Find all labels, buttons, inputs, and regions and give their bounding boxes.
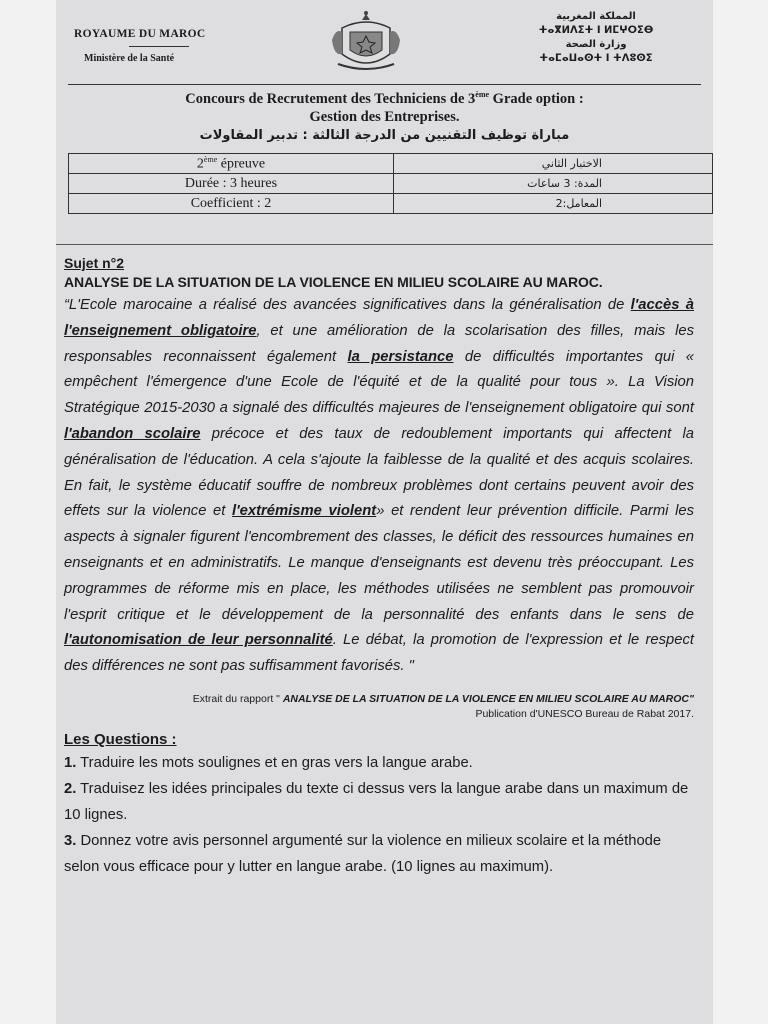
exam-paper: [56, 0, 713, 1024]
epreuve-cell: [69, 154, 394, 174]
exam-title: [68, 90, 701, 108]
passage-text: » et rendent leur prévention difficile. Parmi les aspects à signaler figurent l'encombrement des classes, le déficit des ressources humaines en enseignants et en administratifs. Le manque d'enseignants est devenu très préoccupant. Les programmes de réforme mis en place, les méthodes utilisées ne semblent pas promouvoir l'esprit critique et le développement de la personnalité des enfants dans le sens de: [64, 503, 695, 623]
text-passage: [64, 293, 694, 680]
underlined-term: l'abandon scolaire: [64, 425, 201, 442]
ministry-name-tifinagh: ⵜⴰⵎⴰⵡⴰⵙⵜ ⵏ ⵜⴷⵓⵙⵉ: [539, 53, 653, 64]
question-item: [64, 828, 694, 880]
ministry-name-fr: Ministère de la Santé: [84, 53, 175, 64]
underlined-term: l'accès à l'enseignement obligatoire: [64, 297, 694, 339]
kingdom-name-fr: ROYAUME DU MAROC: [74, 28, 206, 40]
royal-coat-of-arms-emblem: [328, 10, 404, 72]
table-row: [69, 154, 713, 174]
header-divider: [129, 46, 189, 47]
question-number: 3.: [64, 832, 77, 849]
exam-title-ar: مباراة توظيف التقنيين من الدرجة الثالثة : تدبير المقاولات: [199, 128, 570, 143]
question-text: Traduire les mots soulignes et en gras vers la langue arabe.: [76, 754, 473, 771]
passage-text: . Le débat, la promotion de l'expression et le respect des différences ne sont pas suffisamment favorisés. ": [64, 632, 694, 675]
questions-heading: Les Questions :: [64, 730, 177, 748]
subject-section: [64, 254, 694, 880]
exam-info-table: [68, 153, 713, 214]
ministry-name-ar: وزارة الصحة: [565, 39, 627, 50]
exam-option: Gestion des Entreprises.: [309, 109, 460, 125]
passage-text: de difficultés importantes qui « empêchent l'émergence d'une Ecole de l'équité et de la qualité pour tous ». La Vision Stratégique 2015-2030 a signalé des difficultés majeures de l'enseignement obligatoire qui sont: [64, 348, 695, 417]
duration-cell: Durée : 3 heures: [69, 174, 394, 194]
underlined-term: l'extrémisme violent: [232, 503, 377, 520]
epreuve-label: épreuve: [217, 156, 266, 172]
kingdom-name-tifinagh: ⵜⴰⴳⵍⴷⵉⵜ ⵏ ⵍⵎⵖⵔⵉⴱ: [538, 25, 654, 36]
question-text: Traduisez les idées principales du texte ci dessus vers la langue arabe dans un maximum de 10 lignes.: [64, 780, 689, 823]
table-row: [69, 174, 713, 194]
coefficient-cell-ar: المعامل:2: [394, 194, 713, 214]
question-item: [64, 776, 694, 828]
publication-note: Publication d'UNESCO Bureau de Rabat 2017.: [475, 707, 694, 720]
coefficient-cell: Coefficient : 2: [69, 194, 394, 214]
source-title: ANALYSE DE LA SITUATION DE LA VIOLENCE EN MILIEU SCOLAIRE AU MAROC": [282, 692, 694, 705]
header-arabic: [496, 10, 696, 66]
exam-title-text: Concours de Recrutement des Techniciens de 3: [185, 90, 476, 107]
passage-text: précoce et des taux de redoublement importants qui affectent la généralisation de l'éducation. A cela s'ajoute la faiblesse de la qualité et des acquis scolaires. En fait, le système éducatif souffre de nombreux problèmes dont certains peuvent avoir des effets sur la violence et: [64, 425, 694, 520]
epreuve-sup: ème: [203, 154, 218, 164]
subject-label: Sujet n°2: [64, 255, 125, 271]
section-divider: [56, 244, 713, 245]
kingdom-name-ar: المملكة المغربية: [556, 11, 636, 22]
underlined-term: la persistance: [347, 348, 454, 365]
header-french: [74, 28, 254, 64]
photo-margin-left: [0, 0, 56, 1024]
source-prefix: Extrait du rapport ": [192, 692, 283, 705]
epreuve-cell-ar: الاختبار الثاني: [394, 154, 713, 174]
exam-title-suffix: Grade option :: [489, 90, 584, 107]
question-number: 1.: [64, 754, 77, 771]
subject-title: ANALYSE DE LA SITUATION DE LA VIOLENCE EN MILIEU SCOLAIRE AU MAROC.: [64, 274, 603, 290]
question-item: [64, 750, 694, 776]
table-row: [69, 194, 713, 214]
underlined-term: l'autonomisation de leur personnalité: [64, 632, 333, 649]
header-rule: [68, 84, 701, 85]
source-citation: [64, 692, 694, 707]
epreuve-number: 2: [196, 156, 204, 172]
question-number: 2.: [64, 780, 77, 797]
duration-cell-ar: المدة: 3 ساعات: [394, 174, 713, 194]
passage-text: , et une amélioration de la scolarisation des filles, mais les responsables reconnaissent également: [64, 322, 695, 365]
question-text: Donnez votre avis personnel argumenté sur la violence en milieux scolaire et la méthode selon vous efficace pour y lutter en langue arabe. (10 lignes au maximum).: [64, 832, 662, 875]
photo-margin-right: [713, 0, 768, 1024]
passage-text: “L'Ecole marocaine a réalisé des avancées significatives dans la généralisation de: [64, 297, 631, 313]
exam-title-sup: ème: [475, 90, 490, 99]
